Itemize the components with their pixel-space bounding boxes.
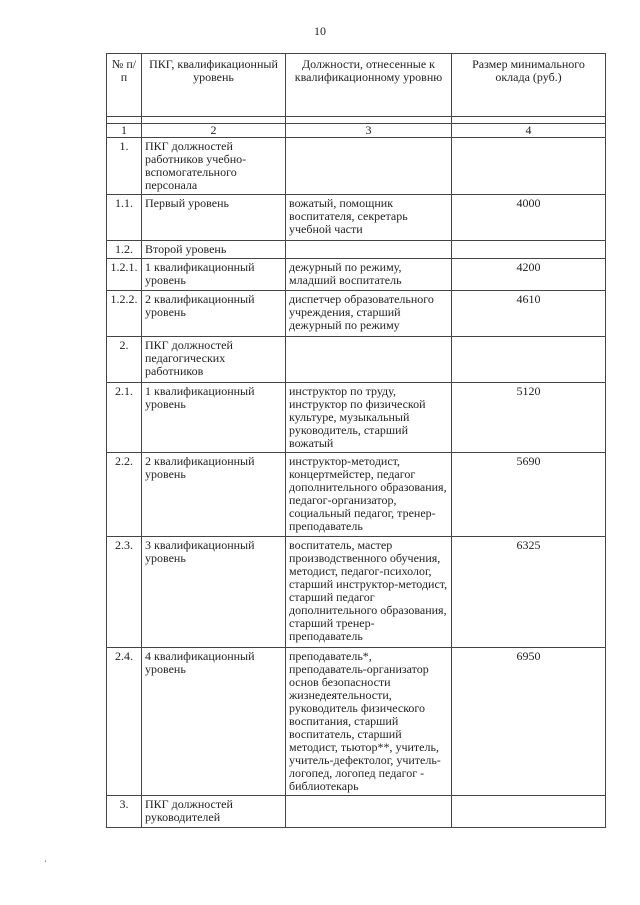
row-salary [452,337,606,383]
row-group: 1 квалификационный уровень [142,259,286,291]
header-salary: Размер минимального оклада (руб.) [452,54,606,117]
row-number: 1.2. [107,241,142,259]
row-positions [286,337,452,383]
table-row [107,453,606,537]
row-positions [286,796,452,828]
row-positions: вожатый, помощник воспитателя, секретарь учебной части [286,195,452,241]
table-header-row [107,54,606,117]
salary-table [106,53,606,828]
row-number: 2.3. [107,537,142,648]
row-positions: преподаватель*, преподаватель-организатор основ безопасности жизнедеятельности, руководитель физического воспитания, старший воспитатель, старший методист, тьютор**, учитель, учитель-дефектолог, учитель-логопед, логопед педагог - библиотекарь [286,648,452,796]
row-number: 2.2. [107,453,142,537]
row-salary [452,138,606,195]
row-group: 3 квалификационный уровень [142,537,286,648]
table-row [107,537,606,648]
row-salary: 6950 [452,648,606,796]
table-row [107,337,606,383]
page-number: 10 [314,24,326,38]
header-group: ПКГ, квалификационный уровень [142,54,286,117]
column-numbers-row [107,124,606,138]
row-number: 1.2.1. [107,259,142,291]
row-salary: 4200 [452,259,606,291]
row-group: 2 квалификационный уровень [142,291,286,337]
table-row [107,648,606,796]
row-number: 2. [107,337,142,383]
row-number: 2.4. [107,648,142,796]
row-salary: 4000 [452,195,606,241]
row-salary [452,796,606,828]
row-positions: диспетчер образовательного учреждения, старший дежурный по режиму [286,291,452,337]
row-number: 1.2.2. [107,291,142,337]
row-positions: воспитатель, мастер производственного обучения, методист, педагог-психолог, старший инструктор-методист, старший педагог дополнительного образования, старший тренер-преподаватель [286,537,452,648]
row-number: 1. [107,138,142,195]
column-number: 3 [286,124,452,138]
row-number: 3. [107,796,142,828]
header-number: № п/п [107,54,142,117]
row-group: ПКГ должностей педагогических работников [142,337,286,383]
row-salary: 5120 [452,383,606,453]
row-number: 2.1. [107,383,142,453]
row-salary: 5690 [452,453,606,537]
row-group: 1 квалификационный уровень [142,383,286,453]
row-group: ПКГ должностей работников учебно-вспомогательного персонала [142,138,286,195]
header-positions: Должности, отнесенные к квалификационному уровню [286,54,452,117]
row-group: 2 квалификационный уровень [142,453,286,537]
row-group: 4 квалификационный уровень [142,648,286,796]
table-row [107,195,606,241]
row-group: Первый уровень [142,195,286,241]
row-positions: инструктор-методист, концертмейстер, педагог дополнительного образования, педагог-организатор, социальный педагог, тренер-преподаватель [286,453,452,537]
row-number: 1.1. [107,195,142,241]
row-positions [286,138,452,195]
row-salary: 4610 [452,291,606,337]
column-number: 1 [107,124,142,138]
table-row [107,291,606,337]
margin-mark: ʻ [44,858,47,868]
table-row [107,241,606,259]
row-group: Второй уровень [142,241,286,259]
table-row [107,383,606,453]
column-number: 4 [452,124,606,138]
table-row [107,138,606,195]
table-row [107,796,606,828]
row-group: ПКГ должностей руководителей [142,796,286,828]
column-number: 2 [142,124,286,138]
table-row [107,259,606,291]
row-positions: дежурный по режиму, младший воспитатель [286,259,452,291]
row-salary: 6325 [452,537,606,648]
row-salary [452,241,606,259]
row-positions [286,241,452,259]
row-positions: инструктор по труду, инструктор по физической культуре, музыкальный руководитель, старший вожатый [286,383,452,453]
